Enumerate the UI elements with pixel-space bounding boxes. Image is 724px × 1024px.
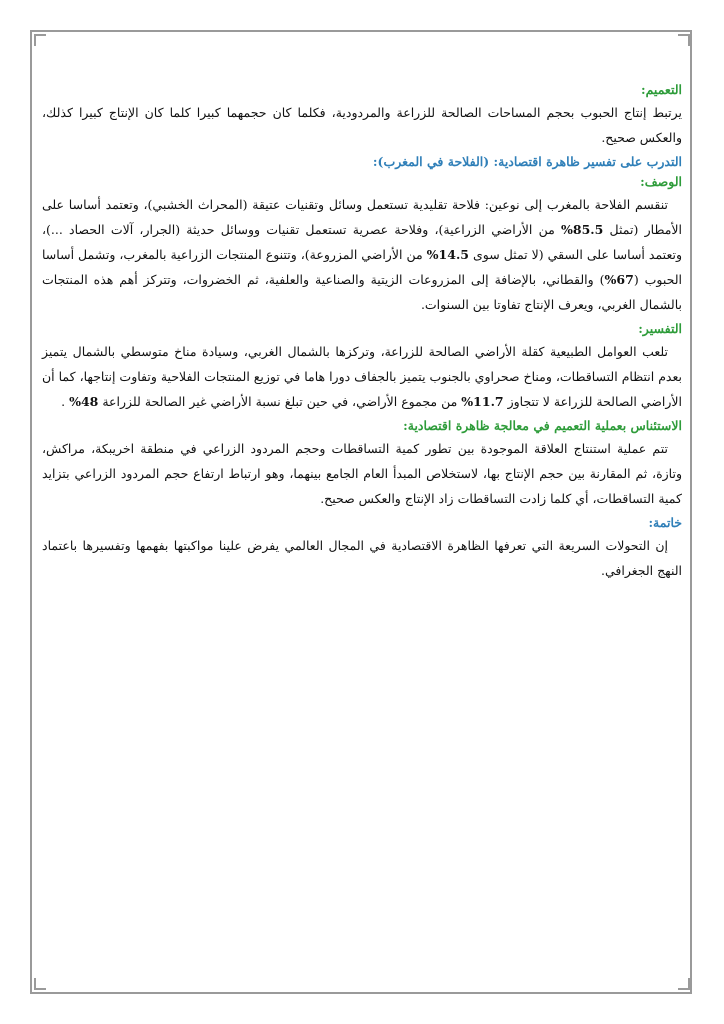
percentage-figure: 48% [69,394,99,409]
section-heading-conclusion: خاتمة: [648,515,682,530]
frame-corner-ornament [678,34,690,46]
section-heading-application: الاستئناس بعملية التعميم في معالجة ظاهرة اقتصادية: [403,418,682,433]
explanation-paragraph: تلعب العوامل الطبيعية كقلة الأراضي الصالحة للزراعة، وتركزها بالشمال الغربي، وسيادة مناخ متوسطي بالشمال يتميز بعدم انتظام التساقطات، ومناخ صحراوي بالجنوب يتميز بالجفاف دورا هاما في توزيع المنتجات الفلاحية وتفاوت إنتاجها، كما أن الأراضي الصالحة للزراعة لا تتجاوز 11.7% من مجموع الأراضي، في حين تبلغ نسبة الأراضي غير الصالحة للزراعة 48% . [42,344,682,409]
conclusion-paragraph: إن التحولات السريعة التي تعرفها الظاهرة الاقتصادية في المجال العالمي يفرض علينا مواكبتها بفهمها وتفسيرها باعتماد النهج الجغرافي. [42,538,682,578]
document-body [42,80,682,585]
section-heading-training: التدرب على تفسير ظاهرة اقتصادية: (الفلاحة في المغرب): [372,154,682,169]
percentage-figure: 14.5% [426,247,469,262]
percentage-figure: 85.5% [561,222,604,237]
application-paragraph: تتم عملية استنتاج العلاقة الموجودة بين تطور كمية التساقطات وحجم المردود الزراعي في منطقة اخريبكة، مراكش، وتازة، ثم المقارنة بين حجم الإنتاج بها، لاستخلاص المبدأ العام الجامع بينهما، وهو ارتباط ارتفاع حجم المردود الزراعي بتزايد كمية التساقطات، أي كلما زادت التساقطات زاد الإنتاج والعكس صحيح. [42,441,682,506]
description-paragraph: تنقسم الفلاحة بالمغرب إلى نوعين: فلاحة تقليدية تستعمل وسائل وتقنيات عتيقة (المحراث الخشبي)، وتعتمد أساسا على الأمطار (تمثل 85.5% من الأراضي الزراعية)، وفلاحة عصرية تستعمل تقنيات ووسائل حديثة (الجرار، آلات الحصاد ...)، وتعتمد أساسا على السقي (لا تمثل سوى 14.5% من الأراضي المزروعة)، وتتنوع المنتجات الزراعية بالمغرب، وتشمل أساسا الحبوب (67%) والقطاني، بالإضافة إلى المزروعات الزيتية والصناعية والعلفية، ثم الخضروات، وتتركز أهم هذه المنتجات بالشمال الغربي، ويعرف الإنتاج تفاوتا بين السنوات. [42,197,683,312]
generalization-paragraph: يرتبط إنتاج الحبوب بحجم المساحات الصالحة للزراعة والمردودية، فكلما كان حجمهما كبيرا كلما كان الإنتاج كبيرا كذلك، والعكس صحيح. [42,105,682,145]
section-heading-description: الوصف: [640,174,682,189]
frame-corner-ornament [34,34,46,46]
section-heading-generalization: التعميم: [640,82,682,97]
section-heading-explanation: التفسير: [638,321,682,336]
percentage-figure: 11.7% [461,394,504,409]
frame-corner-ornament [678,978,690,990]
percentage-figure: 67% [604,272,634,287]
frame-corner-ornament [34,978,46,990]
